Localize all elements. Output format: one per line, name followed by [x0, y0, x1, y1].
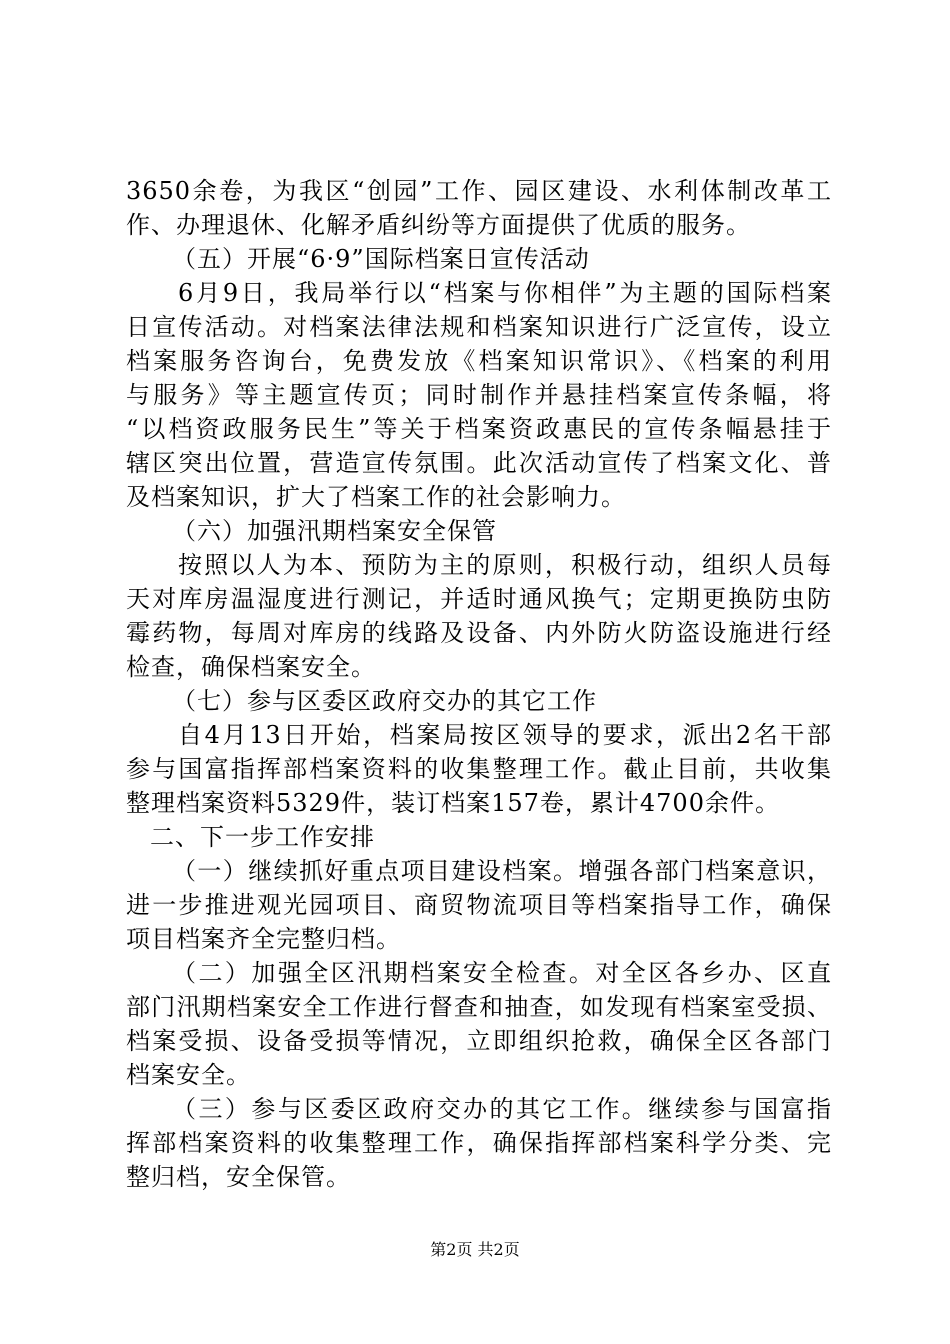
- paragraph-line: 参与国富指挥部档案资料的收集整理工作。截止目前，共收集: [126, 755, 832, 783]
- paragraph-line: 天对库房温湿度进行测记，并适时通风换气；定期更换防虫防: [126, 585, 832, 613]
- paragraph-line: 档案受损、设备受损等情况，立即组织抢救，确保全区各部门: [126, 1027, 832, 1055]
- paragraph-line: 项目档案齐全完整归档。: [126, 925, 401, 953]
- paragraph-line: 及档案知识，扩大了档案工作的社会影响力。: [126, 483, 626, 511]
- paragraph-line: （二）加强全区汛期档案安全检查。对全区各乡办、区直: [172, 959, 832, 987]
- paragraph-line: 日宣传活动。对档案法律法规和档案知识进行广泛宣传，设立: [126, 313, 832, 341]
- section-heading-5: （五）开展“6·9”国际档案日宣传活动: [172, 245, 590, 273]
- paragraph-line: 检查，确保档案安全。: [126, 653, 376, 681]
- paragraph-line: “以档资政服务民生”等关于档案资政惠民的宣传条幅悬挂于: [126, 415, 832, 443]
- page-footer: 第2页 共2页: [430, 1240, 520, 1259]
- paragraph-line: 部门汛期档案安全工作进行督查和抽查，如发现有档案室受损、: [126, 993, 832, 1021]
- paragraph-line: 3650余卷，为我区“创园”工作、园区建设、水利体制改革工: [126, 177, 832, 205]
- paragraph-line: 6月9日，我局举行以“档案与你相伴”为主题的国际档案: [178, 279, 832, 307]
- paragraph-line: 整理档案资料5329件，装订档案157卷，累计4700余件。: [126, 789, 780, 817]
- paragraph-line: 整归档，安全保管。: [126, 1163, 351, 1191]
- paragraph-line: 档案服务咨询台，免费发放《档案知识常识》、《档案的利用: [126, 347, 832, 375]
- paragraph-line: 霉药物，每周对库房的线路及设备、内外防火防盗设施进行经: [126, 619, 832, 647]
- section-heading-next-steps: 二、下一步工作安排: [150, 823, 375, 851]
- paragraph-line: 挥部档案资料的收集整理工作，确保指挥部档案科学分类、完: [126, 1129, 832, 1157]
- paragraph-line: 按照以人为本、预防为主的原则，积极行动，组织人员每: [178, 551, 832, 579]
- paragraph-line: （一）继续抓好重点项目建设档案。增强各部门档案意识，: [172, 857, 832, 885]
- paragraph-line: （三）参与区委区政府交办的其它工作。继续参与国富指: [172, 1095, 832, 1123]
- paragraph-line: 辖区突出位置，营造宣传氛围。此次活动宣传了档案文化、普: [126, 449, 832, 477]
- paragraph-line: 档案安全。: [126, 1061, 251, 1089]
- section-heading-6: （六）加强汛期档案安全保管: [172, 517, 497, 545]
- paragraph-line: 与服务》等主题宣传页；同时制作并悬挂档案宣传条幅，将: [126, 381, 832, 409]
- paragraph-line: 作、办理退休、化解矛盾纠纷等方面提供了优质的服务。: [126, 211, 751, 239]
- paragraph-line: 进一步推进观光园项目、商贸物流项目等档案指导工作，确保: [126, 891, 832, 919]
- paragraph-line: 自4月13日开始，档案局按区领导的要求，派出2名干部: [178, 721, 832, 749]
- section-heading-7: （七）参与区委区政府交办的其它工作: [172, 687, 597, 715]
- document-body: [126, 174, 832, 1194]
